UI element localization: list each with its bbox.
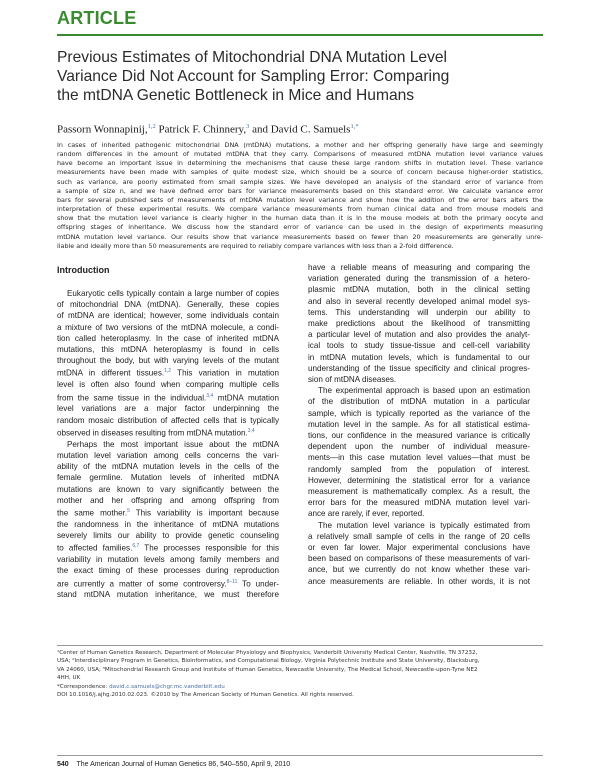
body-line-text: The processes responsible for this bbox=[139, 543, 279, 553]
reference-link[interactable]: 5 bbox=[127, 507, 130, 514]
body-line-text: ical tools to study tissue-tissue and cell-cell variability bbox=[308, 341, 530, 351]
body-line bbox=[308, 441, 530, 452]
body-line bbox=[57, 472, 279, 483]
body-line bbox=[57, 379, 279, 390]
affiliation-line-3: VA 24060, USA; ³Mitochondrial Research Group and Institute of Human Genetics, Newcastle University, The Medical School, Newcastle-upon-Tyne NE2 bbox=[57, 666, 478, 673]
title-line-3: the mtDNA Genetic Bottleneck in Mice and Humans bbox=[57, 87, 415, 104]
body-line-text: and also in several recently developed animal model sys- bbox=[308, 296, 530, 306]
left-column-text bbox=[57, 288, 279, 601]
footnote-rule bbox=[57, 645, 543, 646]
body-line bbox=[57, 415, 279, 426]
body-line-text: level is often also found when comparing multiple cells bbox=[57, 380, 279, 390]
body-line bbox=[57, 450, 279, 461]
body-line-text: mutation level in the sample. As for all statistical estima- bbox=[308, 419, 530, 429]
body-line-text: sample, which is typically reported as the variance of the bbox=[308, 408, 530, 418]
body-line bbox=[308, 464, 530, 475]
body-line-text: or even far lower. Major experimental conclusions have bbox=[308, 543, 530, 553]
body-line-text: of mitochondrial DNA (mtDNA). Generally, these copies bbox=[57, 300, 279, 310]
body-line bbox=[308, 262, 530, 273]
body-line bbox=[57, 322, 279, 333]
body-line-text: However, determining the statistical error for a variance bbox=[308, 475, 530, 485]
body-line-text: This variability is important because bbox=[129, 508, 279, 518]
body-line bbox=[308, 564, 530, 575]
body-line-text: mtDNA in different tissues. bbox=[57, 369, 165, 379]
body-line-text: mutations, this mtDNA heteroplasmy is found in cells bbox=[57, 345, 279, 355]
author-conjunction: and bbox=[252, 123, 268, 136]
body-line bbox=[57, 530, 279, 541]
body-line-text: the same mother. bbox=[57, 508, 128, 518]
body-line bbox=[308, 307, 530, 318]
body-line-text: observed in diseases resulting from mtDNA mutation. bbox=[57, 428, 248, 438]
correspondence-label: *Correspondence: bbox=[57, 683, 110, 690]
body-line bbox=[57, 288, 279, 299]
body-line bbox=[57, 403, 279, 414]
body-line-text: ance measurements are reliable. In other words, it is not bbox=[308, 576, 530, 586]
body-line-text: To under- bbox=[237, 579, 279, 589]
body-line-text: Perhaps the most important issue about the mtDNA bbox=[67, 439, 279, 449]
abstract-line: offspring stages of inheritance. We discuss how the standard error of variance can be used in the design of experiments measuring bbox=[57, 223, 543, 232]
body-line bbox=[57, 461, 279, 472]
body-line bbox=[308, 475, 530, 486]
abstract bbox=[57, 141, 543, 251]
body-line bbox=[57, 519, 279, 530]
body-line-text: a relatively small sample of cells in the range of 20 cells bbox=[308, 531, 530, 541]
reference-link[interactable]: 8–11 bbox=[226, 578, 238, 585]
body-line bbox=[57, 589, 279, 600]
body-line bbox=[308, 553, 530, 564]
body-line-text: female germline. Mutation levels of inherited mtDNA bbox=[57, 473, 279, 483]
body-line bbox=[308, 430, 530, 441]
author-2: Patrick F. Chinnery, bbox=[158, 123, 247, 136]
body-line bbox=[57, 565, 279, 576]
body-line bbox=[308, 396, 530, 407]
left-column bbox=[57, 265, 279, 601]
body-line-text: tions, our confidence in the measured variance is critically bbox=[308, 431, 530, 441]
affiliation-line-4: 4HH, UK bbox=[57, 675, 81, 682]
body-line bbox=[308, 296, 530, 307]
body-line bbox=[57, 355, 279, 366]
body-line-text: ance, but we currently do not know whether these vari- bbox=[308, 565, 530, 575]
body-line-text: mother and her offspring and among offspring from bbox=[57, 495, 279, 505]
body-line-text: have a reliable means of measuring and comparing the bbox=[308, 263, 530, 272]
body-line-text: ability of the mtDNA mutation levels in the cells of the bbox=[57, 462, 279, 472]
doi-line: DOI 10.1016/j.ajhg.2010.02.023. ©2010 by The American Society of Human Genetics. All rights reserved. bbox=[57, 692, 354, 699]
body-line bbox=[308, 273, 530, 284]
body-line-text: dependent upon the number of individual measure- bbox=[308, 442, 530, 452]
abstract-line: have become an important issue in determining the mechanisms that cause these large random shifts in mutation level. These variance bbox=[57, 159, 543, 168]
body-line-text: sion of mtDNA diseases. bbox=[308, 375, 397, 385]
body-line-text: to affected families. bbox=[57, 543, 133, 553]
body-line-text: variation generated during the transmission of a hetero- bbox=[308, 274, 530, 284]
body-line bbox=[308, 520, 530, 531]
body-line bbox=[308, 408, 530, 419]
abstract-line: show that the mutation level variance is clearly higher in the human data than it is in the mouse models at both the primary oocyte and bbox=[57, 214, 543, 223]
body-line bbox=[57, 310, 279, 321]
body-line-text: This variation in mutation bbox=[171, 369, 279, 379]
right-column bbox=[308, 262, 530, 587]
reference-link[interactable]: 1,2 bbox=[164, 368, 172, 375]
title-line-2: Variance Did Not Account for Sampling Error: Comparing bbox=[57, 68, 450, 85]
reference-link[interactable]: 3,4 bbox=[247, 427, 255, 434]
body-line-text: stand mtDNA mutation inheritance, we must therefore bbox=[57, 590, 279, 600]
body-line bbox=[308, 576, 530, 587]
body-line bbox=[57, 439, 279, 450]
body-line-text: been based on comparisons of these measurements of vari- bbox=[308, 554, 530, 564]
body-line-text: tems. This understanding will underpin our ability to bbox=[308, 307, 530, 317]
introduction-heading: Introduction bbox=[57, 265, 110, 275]
body-line bbox=[308, 508, 530, 519]
body-line-text: in mtDNA mutation levels, which is fundamental to our bbox=[308, 352, 530, 362]
body-line-text: mutations are known to vary significantly between the bbox=[57, 484, 279, 494]
body-line-text: a particular level of mutation and also provides the analyt- bbox=[308, 330, 530, 340]
body-line bbox=[308, 531, 530, 542]
body-line-text: of the distribution of mtDNA mutation in a particular bbox=[308, 397, 530, 407]
body-line-text: random mosaic distribution of affected cells that is typically bbox=[57, 415, 279, 425]
body-line-text: level variations are a major factor underpinning the bbox=[57, 404, 279, 414]
body-line-text: tion called heteroplasmy. In the case of inherited mtDNA bbox=[57, 333, 279, 343]
footnotes bbox=[57, 649, 543, 699]
body-line bbox=[57, 541, 279, 554]
reference-link[interactable]: 3,4 bbox=[206, 392, 214, 399]
body-line bbox=[57, 333, 279, 344]
title-line-1: Previous Estimates of Mitochondrial DNA Mutation Level bbox=[57, 49, 448, 66]
body-line bbox=[57, 554, 279, 565]
journal-citation: The American Journal of Human Genetics 86, 540–550, April 9, 2010 bbox=[76, 761, 291, 768]
abstract-line: bars for several published sets of measurements of mtDNA mutation level variance and show how the addition of the error bars alters the bbox=[57, 195, 543, 204]
body-line bbox=[308, 352, 530, 363]
abstract-line: mtDNA mutation level variance. Our results show that variance measurements based on fewer than 20 measurements are generally unre- bbox=[57, 232, 543, 241]
body-line-text: ments—in this case mutation level values—that must be bbox=[308, 453, 530, 463]
abstract-line: such as variance, are poorly estimated from small sample sizes. We have developed an analysis of the standard error of variance from bbox=[57, 177, 543, 186]
body-line-text: are currently a matter of some controversy. bbox=[57, 579, 227, 589]
right-column-text bbox=[308, 262, 530, 587]
abstract-line: random differences in the amount of mutated mtDNA that they carry. Comparisons of measured mtDNA mutation level variance values bbox=[57, 150, 543, 159]
body-line-text: randomly sampled from the population of interest. bbox=[308, 464, 530, 474]
body-line-text: Eukaryotic cells typically contain a large number of copies bbox=[67, 289, 279, 298]
body-line-text: throughout the body, but with varying levels of the mutant bbox=[57, 356, 279, 366]
body-line bbox=[57, 299, 279, 310]
body-line bbox=[308, 340, 530, 351]
body-line-text: plasmic mtDNA mutation, both in the clinical setting bbox=[308, 285, 530, 295]
page-footer bbox=[57, 761, 290, 768]
body-line-text: measurement is mathematically complex. As a result, the bbox=[308, 487, 530, 497]
author-list bbox=[57, 123, 359, 136]
body-line bbox=[308, 374, 530, 385]
body-line bbox=[308, 385, 530, 396]
affiliation-line-1: ¹Center of Human Genetics Research, Department of Molecular Physiology and Biophysics, Vanderbilt University Medical Center, Nashville, TN 37232, bbox=[57, 650, 478, 656]
body-line bbox=[57, 366, 279, 379]
author-1-affiliation[interactable]: 1,2 bbox=[147, 123, 156, 130]
abstract-line: liable and ideally more than 50 measurements are required to reliably compare variances with less than a 2-fold difference. bbox=[57, 241, 454, 250]
body-line-text: the randomness in the inheritance of mtDNA mutations bbox=[57, 519, 279, 529]
body-line bbox=[308, 497, 530, 508]
abstract-line: interpretation of these experimental results. We compare variance measurements from human clinical data and from mouse models and bbox=[57, 205, 543, 214]
body-line bbox=[308, 329, 530, 340]
body-line-text: the exact timing of these processes during reproduction bbox=[57, 566, 279, 576]
correspondence-email-link[interactable]: david.c.samuels@chgr.mc.vanderbilt.edu bbox=[109, 683, 225, 690]
footer-rule bbox=[57, 755, 543, 756]
body-line-text: variability in mutation levels among family members and bbox=[57, 555, 279, 565]
title-rule bbox=[57, 34, 543, 36]
body-line-text: severely limits our ability to provide genetic counseling bbox=[57, 531, 279, 541]
body-line bbox=[57, 495, 279, 506]
body-line bbox=[308, 363, 530, 374]
body-line bbox=[57, 577, 279, 590]
author-2-affiliation[interactable]: 3 bbox=[246, 123, 250, 130]
author-3-affiliation[interactable]: 1,* bbox=[350, 123, 359, 130]
abstract-line: a sample of size n, and we have defined error bars for variance measurements based on this standard error. We calculate variance error bbox=[57, 186, 543, 195]
body-line-text: error bars for the measured mtDNA mutation level vari- bbox=[308, 498, 530, 508]
body-line-text: of mtDNA are identical; however, some individuals contain bbox=[57, 311, 279, 321]
page-number: 540 bbox=[57, 761, 69, 768]
body-line bbox=[308, 486, 530, 497]
body-line-text: mutation level variation among cells concerns the vari- bbox=[57, 450, 279, 460]
affiliation-line-2: USA; ²Interdisciplinary Program in Genetics, Bioinformatics, and Computational Biology, Virginia Polytechnic Institute and State University, Blacksburg, bbox=[57, 658, 480, 665]
body-line bbox=[57, 344, 279, 355]
author-1: Passorn Wonnapinij, bbox=[57, 123, 148, 136]
body-line bbox=[57, 426, 279, 439]
body-line bbox=[308, 284, 530, 295]
body-line-text: understanding of the tissue specificity and clinical progres- bbox=[308, 363, 530, 373]
section-label: ARTICLE bbox=[57, 8, 137, 28]
body-line bbox=[57, 506, 279, 519]
article-title bbox=[57, 48, 543, 105]
body-line bbox=[57, 391, 279, 404]
abstract-line: In cases of inherited pathogenic mitochondrial DNA (mtDNA) mutations, a mother and her offspring generally have large and seemingly bbox=[57, 141, 543, 149]
author-3: David C. Samuels bbox=[270, 123, 351, 136]
reference-link[interactable]: 6,7 bbox=[132, 543, 140, 550]
correspondence-line bbox=[57, 683, 543, 691]
body-line bbox=[57, 484, 279, 495]
body-line-text: make predictions about the likelihood of transmitting bbox=[308, 319, 530, 329]
abstract-line: measurements have been made with samples of quite modest size, which should be a source of concern because higher-order statistics, bbox=[57, 168, 543, 177]
body-line-text: ance are rarely, if ever, reported. bbox=[308, 509, 425, 519]
body-line-text: mtDNA mutation bbox=[213, 393, 279, 403]
body-line-text: a mixture of two versions of the mtDNA molecule, a condi- bbox=[57, 322, 279, 332]
body-line bbox=[308, 318, 530, 329]
body-line bbox=[308, 419, 530, 430]
body-line-text: The experimental approach is based upon an estimation bbox=[318, 386, 530, 396]
body-line-text: from the same tissue in the individual. bbox=[57, 393, 207, 403]
body-line-text: The mutation level variance is typically estimated from bbox=[318, 520, 530, 530]
body-line bbox=[308, 542, 530, 553]
body-line bbox=[308, 452, 530, 463]
